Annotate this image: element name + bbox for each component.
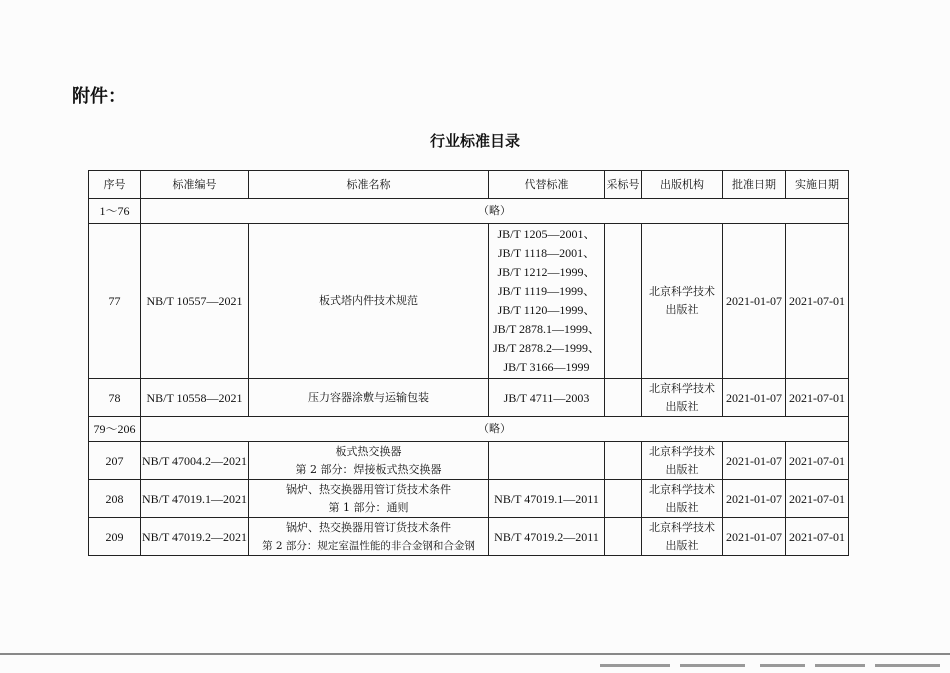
replaces-line: JB/T 1212—1999、 [497,265,596,279]
omitted-note: （略） [141,199,849,224]
scan-edge-line [0,653,950,655]
document-title: 行业标准目录 [429,132,520,150]
publisher-line: 出版社 [665,303,699,316]
cell-code: NB/T 10558—2021 [141,379,249,417]
omitted-range: 1～76 [89,199,141,224]
publisher-line: 出版社 [665,399,699,413]
cell-publisher [642,480,723,518]
cell-no: 207 [89,442,141,480]
omitted-range: 79～206 [89,417,141,442]
cell-name: 板式塔内件技术规范 [249,224,489,379]
table-row-omitted [89,417,849,442]
cell-adopted [605,379,642,417]
cell-code: NB/T 10557—2021 [141,224,249,379]
cell-effective: 2021-07-01 [786,379,849,417]
standards-catalog-table [88,170,849,556]
cell-name: 压力容器涂敷与运输包装 [249,379,489,417]
cell-replaces [489,442,605,480]
replaces-line: JB/T 1205—2001、 [497,227,596,241]
table-row-omitted [89,199,849,224]
cell-publisher [642,379,723,417]
scan-artifact [760,664,805,667]
replaces-line: JB/T 2878.2—1999、 [492,341,601,355]
cell-adopted [605,480,642,518]
cell-effective: 2021-07-01 [786,224,849,379]
replaces-line: JB/T 1119—1999、 [497,284,596,298]
cell-no: 209 [89,518,141,556]
publisher-line: 北京科学技术 [649,285,715,298]
table-header-row [89,171,849,199]
cell-adopted [605,442,642,480]
cell-publisher [642,518,723,556]
header-replaces: 代替标准 [489,171,605,199]
table-row [89,518,849,556]
publisher-line: 北京科学技术 [649,520,715,534]
header-code: 标准编号 [141,171,249,199]
cell-name [249,518,489,556]
replaces-line: JB/T 1118—2001、 [497,246,596,260]
name-line: 锅炉、热交换器用管订货技术条件 [286,482,451,496]
publisher-line: 北京科学技术 [649,482,715,496]
cell-approved: 2021-01-07 [723,379,786,417]
header-no: 序号 [89,171,141,199]
cell-approved: 2021-01-07 [723,518,786,556]
cell-effective: 2021-07-01 [786,480,849,518]
cell-replaces: NB/T 47019.1—2011 [489,480,605,518]
cell-approved: 2021-01-07 [723,480,786,518]
cell-code: NB/T 47019.2—2021 [141,518,249,556]
publisher-line: 出版社 [665,500,699,514]
table-row [89,442,849,480]
cell-replaces: NB/T 47019.2—2011 [489,518,605,556]
cell-code: NB/T 47019.1—2021 [141,480,249,518]
attachment-label: 附件： [72,86,126,107]
publisher-line: 出版社 [665,538,699,552]
header-publisher: 出版机构 [642,171,723,199]
cell-adopted [605,518,642,556]
replaces-line: JB/T 1120—1999、 [497,303,596,317]
cell-name [249,480,489,518]
name-line: 第 1 部分：通则 [328,500,409,514]
cell-code: NB/T 47004.2—2021 [141,442,249,480]
header-name: 标准名称 [249,171,489,199]
omitted-note: （略） [141,417,849,442]
cell-approved: 2021-01-07 [723,442,786,480]
table-row [89,480,849,518]
cell-approved: 2021-01-07 [723,224,786,379]
table-row [89,224,849,379]
cell-effective: 2021-07-01 [786,442,849,480]
header-adopted: 采标号 [605,171,642,199]
scan-artifact [875,664,940,667]
cell-publisher [642,224,723,379]
scan-artifact [680,664,745,667]
publisher-line: 北京科学技术 [649,381,715,395]
name-line: 板式热交换器 [335,444,402,458]
cell-effective: 2021-07-01 [786,518,849,556]
cell-publisher [642,442,723,480]
cell-replaces [489,224,605,379]
publisher-line: 北京科学技术 [649,444,715,458]
replaces-line: JB/T 3166—1999 [503,360,590,374]
cell-replaces: JB/T 4711—2003 [489,379,605,417]
name-line: 锅炉、热交换器用管订货技术条件 [286,520,451,534]
table-row [89,379,849,417]
name-line: 第 2 部分：规定室温性能的非合金钢和合金钢 [262,539,475,552]
cell-name [249,442,489,480]
replaces-line: JB/T 2878.1—1999、 [492,322,601,336]
cell-no: 208 [89,480,141,518]
cell-adopted [605,224,642,379]
scan-artifact [815,664,865,667]
header-approved: 批准日期 [723,171,786,199]
name-line: 第 2 部分：焊接板式热交换器 [295,462,442,476]
scan-artifact [600,664,670,667]
cell-no: 77 [89,224,141,379]
header-effective: 实施日期 [786,171,849,199]
cell-no: 78 [89,379,141,417]
publisher-line: 出版社 [665,462,699,476]
